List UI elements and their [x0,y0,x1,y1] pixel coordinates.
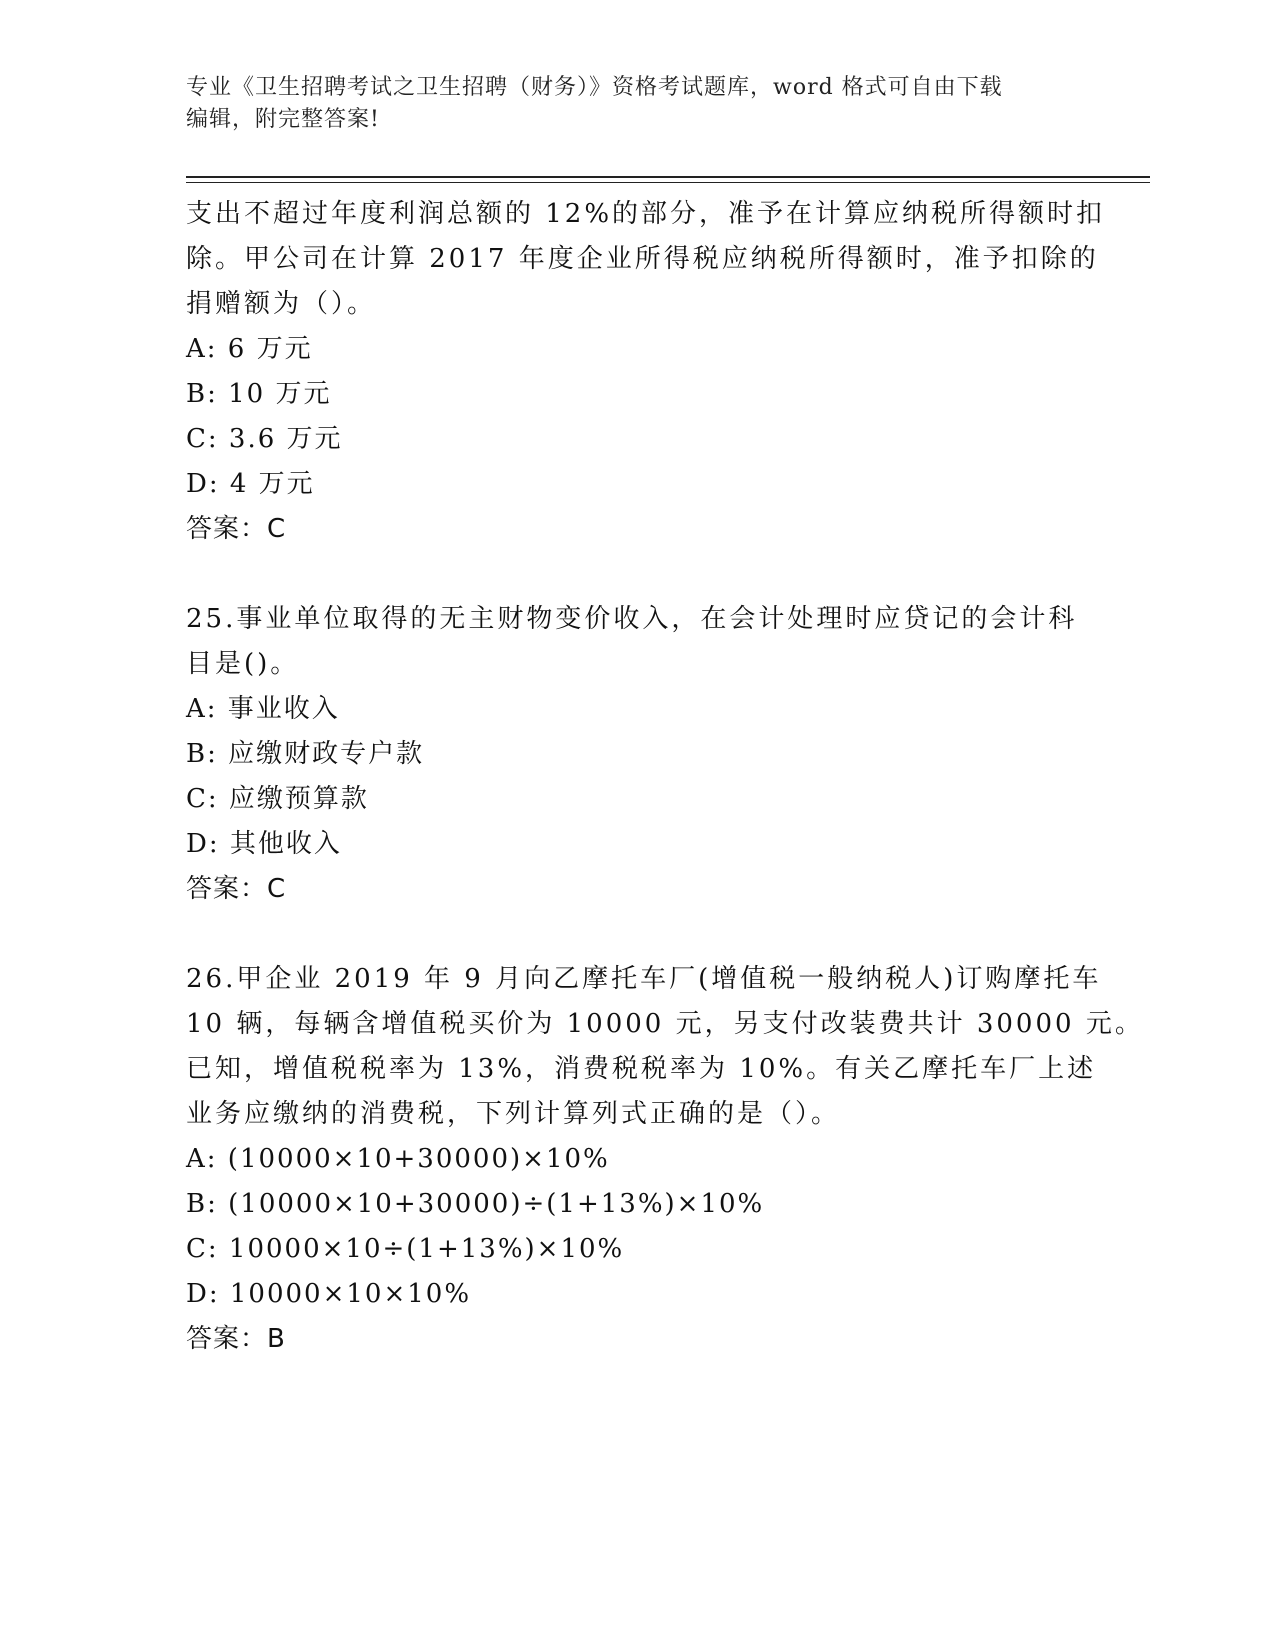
option-b: B: (10000×10+30000)÷(1+13%)×10% [186,1189,765,1219]
question-text-line: 已知，增值税税率为 13%，消费税税率为 10%。有关乙摩托车厂上述 [186,1054,1097,1084]
option-b: B: 应缴财政专户款 [186,739,425,769]
option-c: C: 3.6 万元 [186,424,343,454]
header-divider-thick [186,176,1150,178]
answer-line: 答案：C [186,874,287,904]
option-a: A: 6 万元 [186,334,313,364]
document-body [186,192,1144,1407]
option-d: D: 10000×10×10% [186,1279,472,1309]
option-d: D: 其他收入 [186,829,342,859]
option-a: A: 事业收入 [186,694,340,724]
answer-line: 答案：B [186,1324,286,1354]
option-c: C: 应缴预算款 [186,784,369,814]
header-divider-thin [186,182,1150,183]
option-a: A: (10000×10+30000)×10% [186,1144,610,1174]
option-b: B: 10 万元 [186,379,332,409]
question-text-line: 除。甲公司在计算 2017 年度企业所得税应纳税所得额时，准予扣除的 [186,244,1099,274]
question-text-line: 捐赠额为（）。 [186,289,377,319]
header-line-1: 专业《卫生招聘考试之卫生招聘（财务）》资格考试题库，word 格式可自由下载 [186,75,1003,100]
question-text-line: 业务应缴纳的消费税，下列计算列式正确的是（）。 [186,1099,841,1129]
question-text-line: 支出不超过年度利润总额的 12%的部分，准予在计算应纳税所得额时扣 [186,199,1106,229]
question-text-line: 10 辆，每辆含增值税买价为 10000 元，另支付改装费共计 30000 元。 [186,1009,1144,1039]
question-text-line: 目是()。 [186,649,300,679]
header-line-2: 编辑，附完整答案! [186,107,380,132]
option-c: C: 10000×10÷(1+13%)×10% [186,1234,625,1264]
document-header [186,72,1066,136]
question-text-line: 25.事业单位取得的无主财物变价收入，在会计处理时应贷记的会计科 [186,604,1078,634]
question-24-continued [186,192,1106,552]
question-text-line: 26.甲企业 2019 年 9 月向乙摩托车厂(增值税一般纳税人)订购摩托车 [186,964,1102,994]
question-25 [186,597,1076,912]
answer-line: 答案：C [186,514,287,544]
question-26 [186,957,1144,1362]
option-d: D: 4 万元 [186,469,315,499]
